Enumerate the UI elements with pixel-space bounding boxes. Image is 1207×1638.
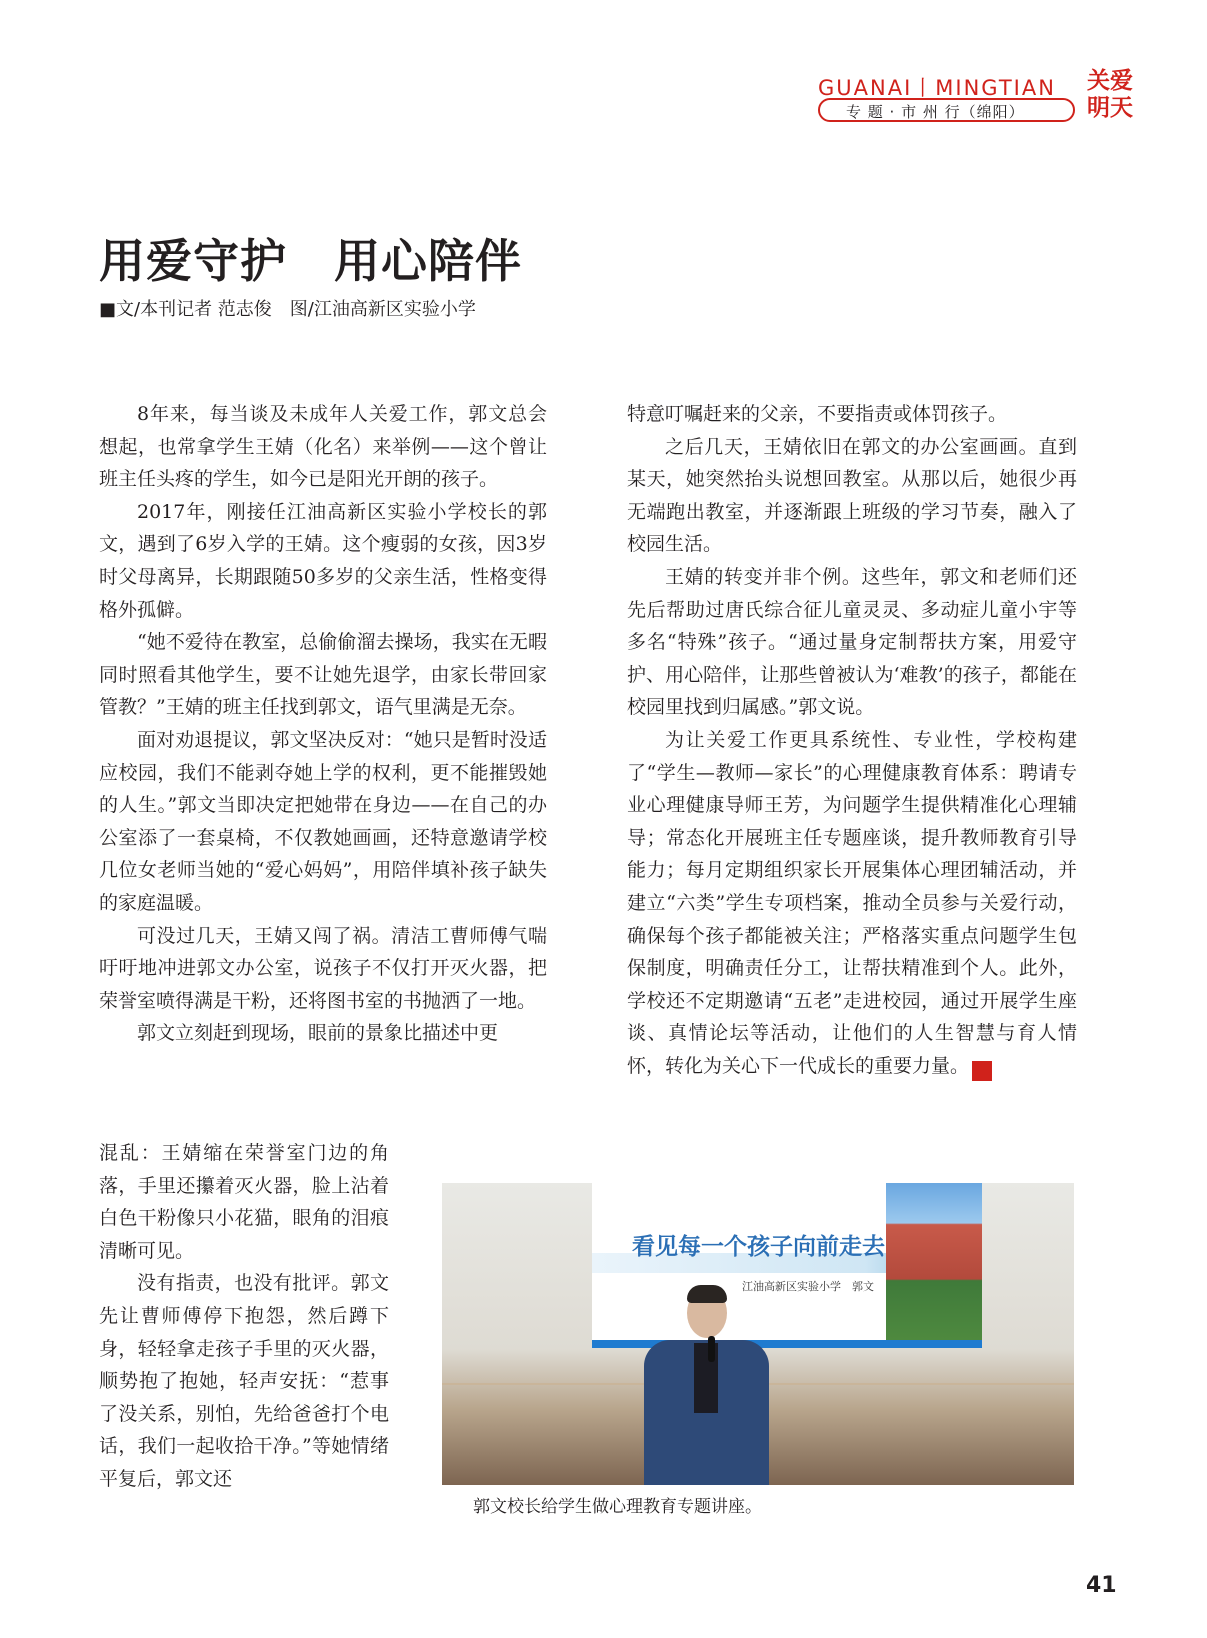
paragraph: “她不爱待在教室，总偷偷溜去操场，我实在无暇同时照看其他学生，要不让她先退学，由家长带回家管教？”王婧的班主任找到郭文，语气里满是无奈。 [99,631,547,719]
section-name-en: GUANAI丨MINGTIAN [818,76,1056,100]
end-mark-icon: 关 [972,1061,992,1081]
paragraph-text: 为让关爱工作更具系统性、专业性，学校构建了“学生—教师—家长”的心理健康教育体系：聘请专业心理健康导师王芳，为问题学生提供精准化心理辅导；常态化开展班主任专题座谈，提升教师教育引导能力；每月定期组织家长开展集体心理团辅活动，并建立“六类”学生专项档案，推动全员参与关爱行动，确保每个孩子都能被关注；严格落实重点问题学生包保制度，明确责任分工，让帮扶精准到个人。此外，学校还不定期邀请“五老”走进校园，通过开展学生座谈、真情论坛等活动，让他们的人生智慧与育人情怀，转化为关心下一代成长的重要力量。 [627,728,1077,1077]
paragraph-continued: 特意叮嘱赶来的父亲，不要指责或体罚孩子。 [627,403,1008,425]
article-byline: ■文/本刊记者 范志俊 图/江油高新区实验小学 [99,299,476,320]
column-logo [1087,68,1139,122]
speaker-hair [687,1285,727,1303]
paragraph: 之后几天，王婧依旧在郭文的办公室画画。直到某天，她突然抬头说想回教室。从那以后，她很少再无端跑出教室，并逐渐跟上班级的学习节奏，融入了校园生活。 [627,435,1077,556]
logo-line-2: 明天 [1087,95,1133,121]
left-column-narrow [99,1137,389,1496]
paragraph-continued: 混乱：王婧缩在荣誉室门边的角落，手里还攥着灭火器，脸上沾着白色干粉像只小花猫，眼角的泪痕清晰可见。 [99,1142,389,1262]
microphone-icon [708,1336,715,1362]
section-subtitle: 专 题 · 市 州 行（绵阳） [846,103,1025,121]
paragraph: 没有指责，也没有批评。郭文先让曹师傅停下抱怨，然后蹲下身，轻轻拿走孩子手里的灭火器，顺势抱了抱她，轻声安抚：“惹事了没关系，别怕，先给爸爸打个电话，我们一起收拾干净。”等她情绪平复后，郭文还 [99,1272,389,1490]
photo-caption: 郭文校长给学生做心理教育专题讲座。 [473,1497,762,1517]
logo-line-1: 关爱 [1087,68,1133,94]
paragraph: 郭文立刻赶到现场，眼前的景象比描述中更 [137,1022,499,1045]
paragraph: 面对劝退提议，郭文坚决反对：“她只是暂时没适应校园，我们不能剥夺她上学的权利，更不能摧毁她的人生。”郭文当即决定把她带在身边——在自己的办公室添了一套桌椅，不仅教她画画，还特意邀请学校几位女老师当她的“爱心妈妈”，用陪伴填补孩子缺失的家庭温暖。 [99,728,547,914]
speaker-figure [634,1288,774,1485]
left-column [99,398,547,1050]
lecture-photo [442,1183,1074,1485]
screen-subtitle: 江油高新区实验小学 郭文 [742,1280,874,1293]
page-number: 41 [1086,1573,1117,1598]
paragraph: 8年来，每当谈及未成年人关爱工作，郭文总会想起，也常拿学生王婧（化名）来举例——这个曾让班主任头疼的学生，如今已是阳光开朗的孩子。 [99,403,547,491]
right-column [627,398,1077,1082]
article-title: 用爱守护 用心陪伴 [99,234,522,288]
screen-title: 看见每一个孩子向前走去 [632,1234,885,1260]
screen-building-image [886,1183,982,1343]
paragraph: 可没过几天，王婧又闯了祸。清洁工曹师傅气喘吁吁地冲进郭文办公室，说孩子不仅打开灭火器，把荣誉室喷得满是干粉，还将图书室的书抛洒了一地。 [99,924,547,1012]
paragraph [627,724,1077,1083]
paragraph: 王婧的转变并非个例。这些年，郭文和老师们还先后帮助过唐氏综合征儿童灵灵、多动症儿童小宇等多名“特殊”孩子。“通过量身定制帮扶方案，用爱守护、用心陪伴，让那些曾被认为‘难教’的孩子，都能在校园里找到归属感。”郭文说。 [627,565,1077,719]
paragraph: 2017年，刚接任江油高新区实验小学校长的郭文，遇到了6岁入学的王婧。这个瘦弱的女孩，因3岁时父母离异，长期跟随50多岁的父亲生活，性格变得格外孤僻。 [99,500,547,621]
